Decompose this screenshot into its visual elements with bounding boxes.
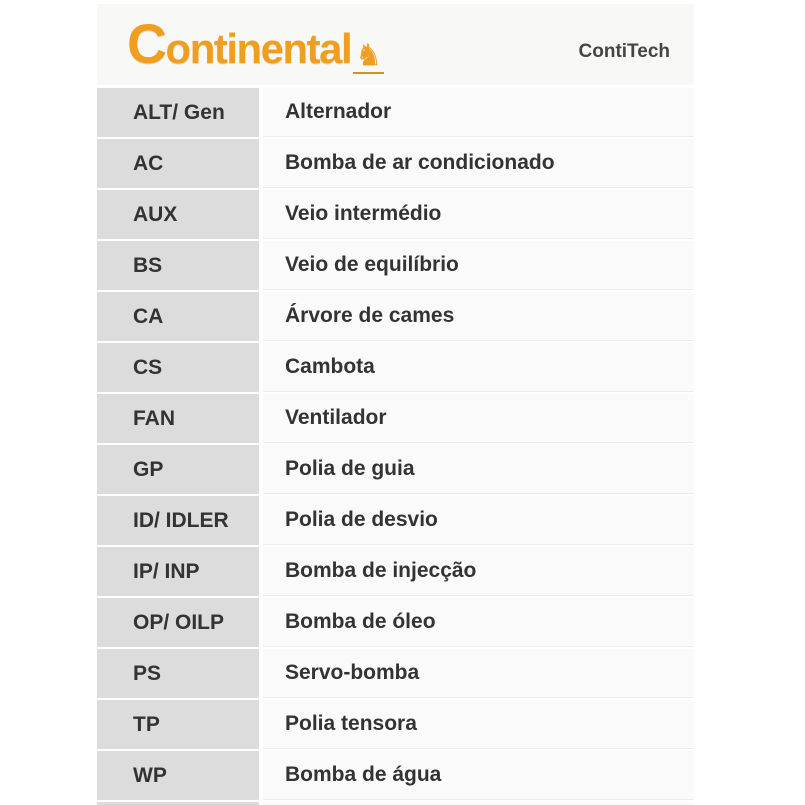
description-cell: Cambota	[263, 343, 694, 392]
description-cell: Bomba de água	[263, 751, 694, 800]
abbreviation-cell: IP/ INP	[97, 547, 259, 596]
table-row	[97, 292, 694, 341]
continental-wordmark: Continental	[127, 12, 352, 75]
abbreviation-cell: CA	[97, 292, 259, 341]
contitech-brand-label: ContiTech	[578, 40, 670, 62]
abbreviation-cell: BS	[97, 241, 259, 290]
table-row	[97, 343, 694, 392]
description-cell: Alternador	[263, 88, 694, 137]
abbreviation-cell: TP	[97, 700, 259, 749]
abbreviation-cell: GP	[97, 445, 259, 494]
table-row	[97, 139, 694, 188]
description-cell: Bomba de óleo	[263, 598, 694, 647]
description-cell: Servo-bomba	[263, 649, 694, 698]
table-row	[97, 445, 694, 494]
abbreviation-cell: AUX	[97, 190, 259, 239]
abbreviation-cell: ALT/ Gen	[97, 88, 259, 137]
table-row	[97, 700, 694, 749]
description-cell: Ventilador	[263, 394, 694, 443]
table-row	[97, 241, 694, 290]
table-row	[97, 751, 694, 800]
description-cell: Polia tensora	[263, 700, 694, 749]
continental-logo	[127, 12, 384, 75]
table-row	[97, 88, 694, 137]
table-row	[97, 190, 694, 239]
table-row	[97, 394, 694, 443]
abbreviation-cell: FAN	[97, 394, 259, 443]
description-cell: Bomba de ar condicionado	[263, 139, 694, 188]
abbreviation-legend-table	[97, 88, 694, 805]
description-cell: Árvore de cames	[263, 292, 694, 341]
table-row	[97, 649, 694, 698]
table-row	[97, 598, 694, 647]
abbreviation-cell: CS	[97, 343, 259, 392]
continental-horse-icon: ♞	[355, 39, 383, 73]
description-cell: Veio de equilíbrio	[263, 241, 694, 290]
abbreviation-cell: PS	[97, 649, 259, 698]
header-bar	[97, 4, 694, 85]
table-row	[97, 547, 694, 596]
description-cell: Polia de desvio	[263, 496, 694, 545]
description-cell: Bomba de injecção	[263, 547, 694, 596]
abbreviation-cell: AC	[97, 139, 259, 188]
description-cell: Polia de guia	[263, 445, 694, 494]
description-cell: Veio intermédio	[263, 190, 694, 239]
abbreviation-cell: OP/ OILP	[97, 598, 259, 647]
abbreviation-cell: ID/ IDLER	[97, 496, 259, 545]
table-row	[97, 496, 694, 545]
abbreviation-cell: WP	[97, 751, 259, 800]
